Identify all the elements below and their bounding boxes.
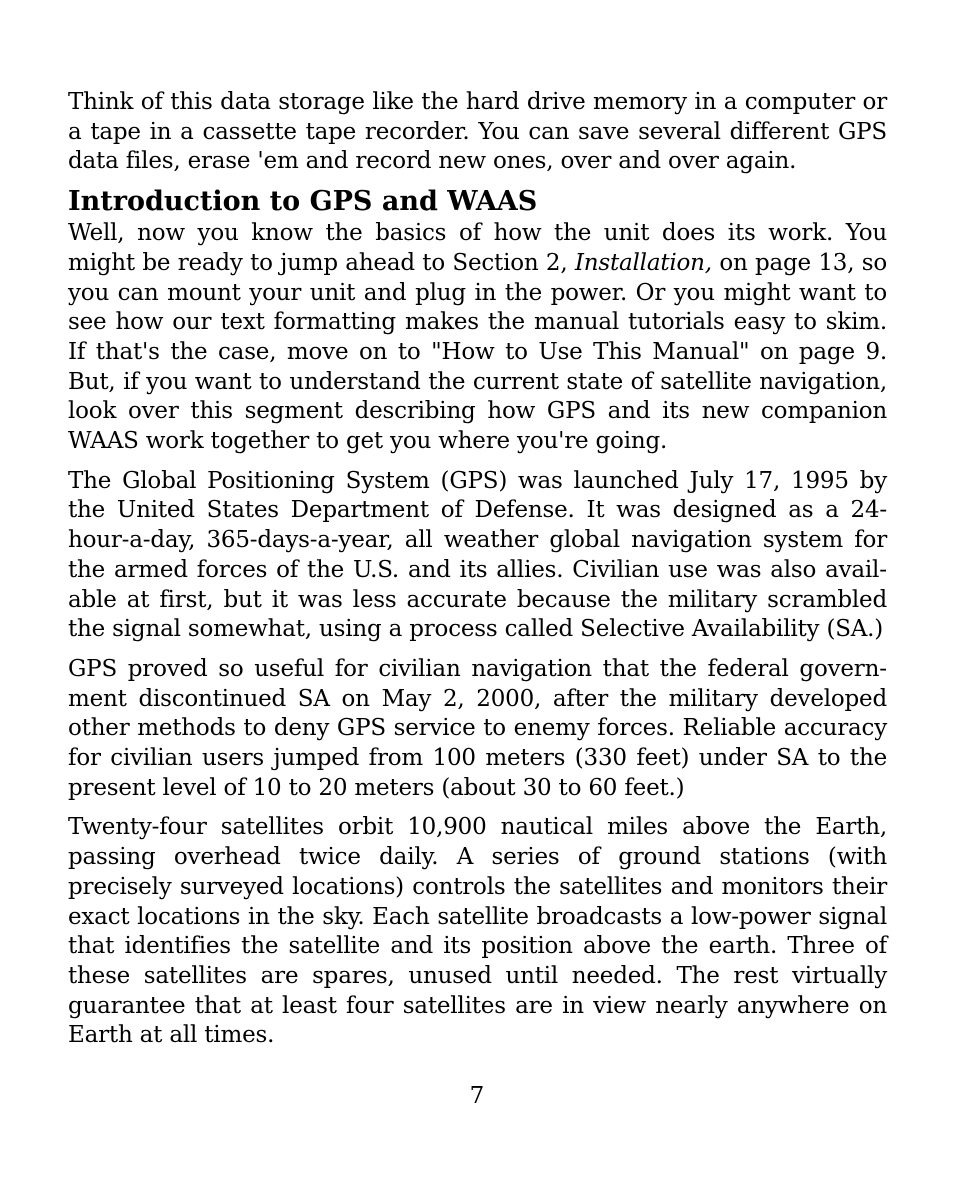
section-paragraph-2: The Global Positioning System (GPS) was launched July 17, 1995 by the United States Department of Defense. It was designed as a 24-hour-a-day, 365-days-a-year, all weather global navigation system for the armed forces of the U.S. and its allies. Civilian use was also available at first, but it was less accurate because the military scrambled the signal somewhat, using a process called Selective Availability (SA.) [68, 467, 887, 643]
paragraph-text: on page 13, so you can mount your unit and plug in the power. Or you might want to see how our text formatting makes the manual tutorials easy to skim. If that's the case, move on to "How to Use This Manual" on page 9. But, if you want to understand the current state of satellite navigation, look over this segment describing how GPS and its new companion WAAS work together to get you where you're going. [68, 249, 888, 455]
page-number: 7 [469, 1083, 485, 1109]
installation-reference: Installation, [574, 249, 712, 276]
intro-paragraph: Think of this data storage like the hard drive memory in a computer or a tape in a cassette tape recorder. You can save several different GPS data files, erase 'em and record new ones, over and over again. [68, 89, 887, 175]
section-paragraph-4: Twenty-four satellites orbit 10,900 nautical miles above the Earth, passing overhead twice daily. A series of ground stations (with precisely surveyed locations) controls the satellites and monitors their exact locations in the sky. Each satellite broadcasts a low-power signal that identifies the satellite and its position above the earth. Three of these satellites are spares, unused until needed. The rest virtually guarantee that at least four satellites are in view nearly anywhere on Earth at all times. [68, 814, 887, 1049]
paragraph-text: Well, now you know the basics of how the unit does its work. You might be ready to jump ahead to Section 2, [68, 220, 887, 276]
page-content [68, 88, 887, 1061]
section-paragraph-3: GPS proved so useful for civilian navigation that the federal government discontinued SA on May 2, 2000, after the military developed other methods to deny GPS service to enemy forces. Reliable accuracy for civilian users jumped from 100 meters (330 feet) under SA to the present level of 10 to 20 meters (about 30 to 60 feet.) [68, 655, 887, 801]
section-paragraph-1 [68, 219, 887, 457]
section-heading: Introduction to GPS and WAAS [68, 186, 538, 218]
